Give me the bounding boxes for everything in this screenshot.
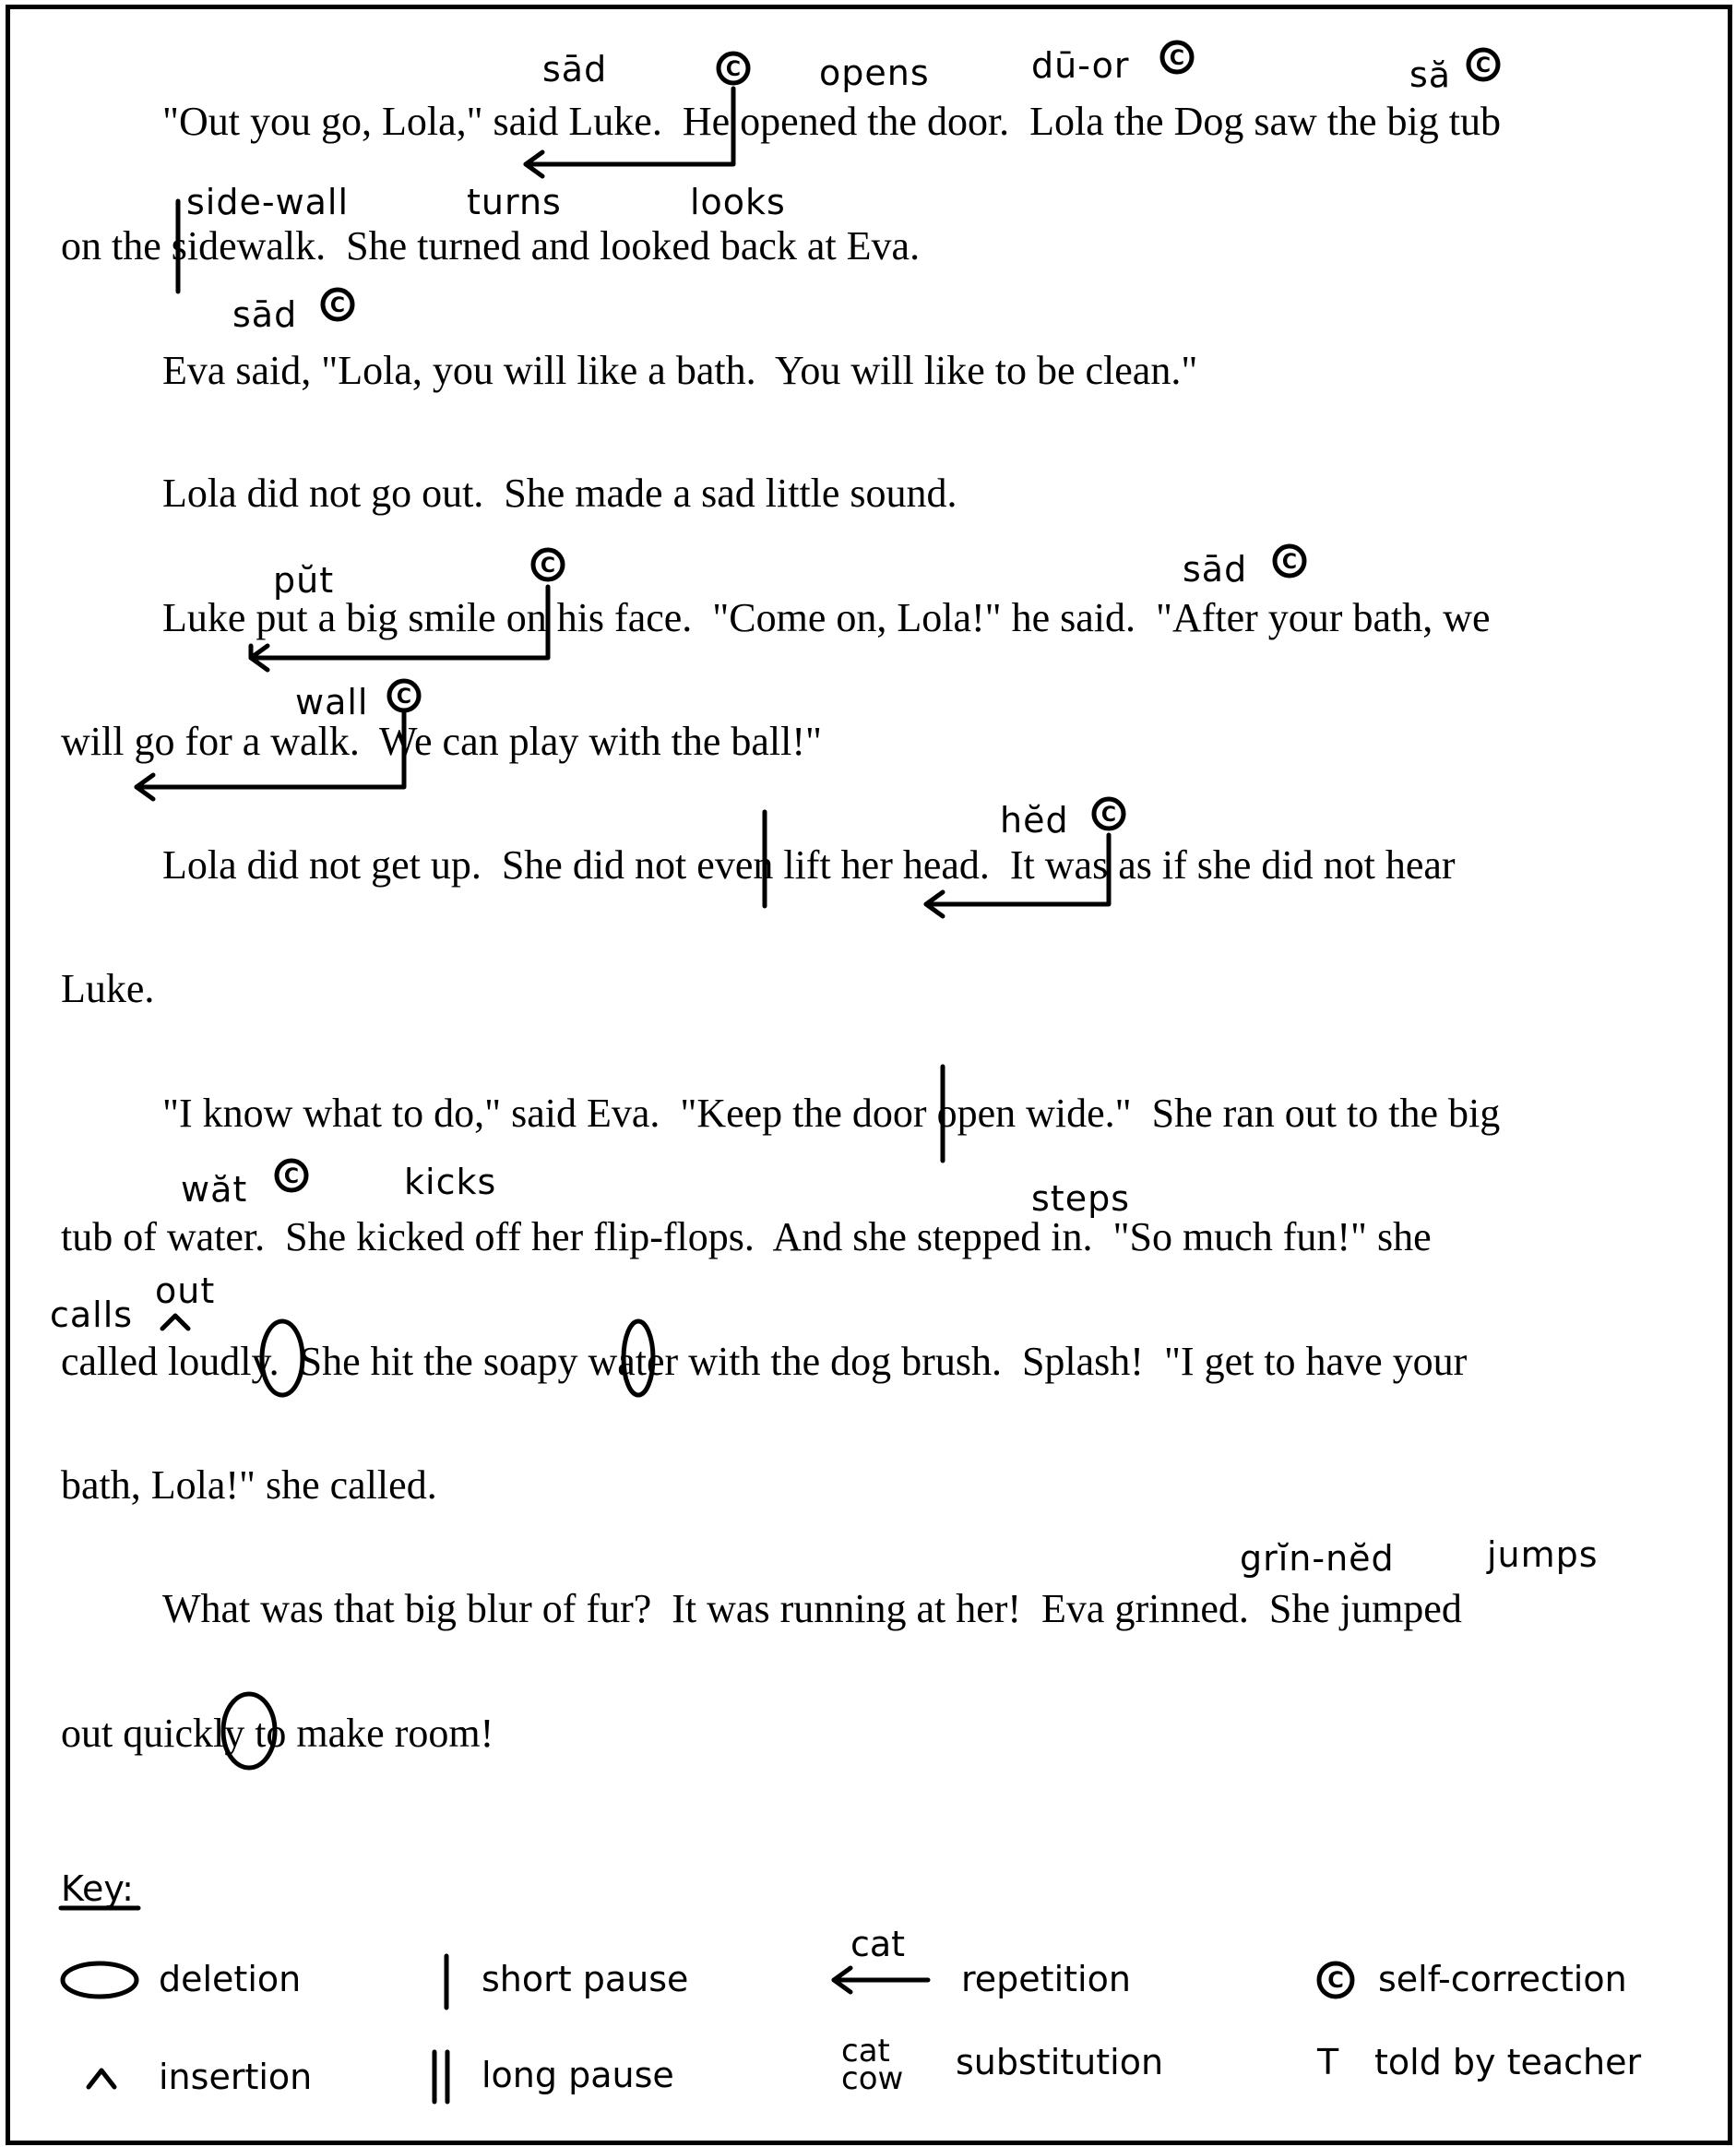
annotation-wall: wall	[295, 682, 369, 722]
svg-text:C: C	[396, 686, 412, 709]
self-correction-icon	[323, 290, 352, 319]
annotation-sad: sād	[542, 49, 608, 89]
annotation-hed: hĕd	[1000, 800, 1069, 841]
passage-line: Luke.	[61, 966, 155, 1011]
passage-line: will go for a walk. We can play with the ball!"	[61, 719, 822, 764]
passage-line: Lola did not go out. She made a sad little sound.	[162, 471, 957, 516]
annotation-sad: sād	[232, 294, 298, 335]
annotation-calls: calls	[50, 1294, 134, 1335]
key-told-label: told by teacher	[1374, 2042, 1642, 2082]
key-insertion-label: insertion	[159, 2057, 313, 2097]
key-short-pause-label: short pause	[482, 1959, 689, 1999]
passage-line: Eva said, "Lola, you will like a bath. You will like to be clean."	[162, 348, 1198, 393]
self-correction-icon	[719, 54, 748, 83]
self-correction-icon	[1468, 50, 1498, 79]
svg-text:C: C	[540, 555, 556, 578]
self-correction-icon	[1094, 799, 1124, 829]
annotation-steps: steps	[1031, 1178, 1130, 1219]
key-substitution-bottom: cow	[841, 2060, 904, 2097]
repetition-arrow	[137, 710, 404, 787]
insertion-caret	[162, 1316, 188, 1329]
deletion-circle	[223, 1694, 275, 1768]
passage-line: tub of water. She kicked off her flip-flops. And she stepped in. "So much fun!" she	[61, 1214, 1432, 1259]
passage-line: What was that big blur of fur? It was running at her! Eva grinned. She jumped	[162, 1586, 1462, 1631]
repetition-arrow	[926, 835, 1109, 904]
passage-line: "I know what to do," said Eva. "Keep the door open wide." She ran out to the big	[162, 1091, 1501, 1136]
key-substitution-top: cat	[841, 2033, 890, 2069]
svg-text:C: C	[1100, 804, 1117, 827]
annotation-out: out	[155, 1270, 216, 1311]
svg-text:C: C	[725, 58, 742, 81]
annotation-side-wall: side-wall	[186, 182, 350, 222]
annotation-kicks: kicks	[404, 1162, 497, 1202]
key-repetition-label: repetition	[961, 1959, 1131, 1999]
passage-line: called loudly. She hit the soapy water with the dog brush. Splash! "I get to have your	[61, 1339, 1468, 1384]
key-repetition-word: cat	[850, 1924, 906, 1964]
self-correction-icon	[533, 550, 563, 579]
annotation-sa: să	[1409, 54, 1452, 95]
svg-text:C: C	[329, 294, 346, 317]
key-self-correction-symbol	[1319, 1963, 1352, 1997]
deletion-circle	[624, 1321, 653, 1395]
annotation-jumps: jumps	[1487, 1534, 1599, 1575]
self-correction-icon	[1162, 42, 1192, 72]
svg-text:C: C	[283, 1165, 300, 1188]
self-correction-marks	[277, 42, 1498, 1997]
annotation-du-or: dū-or	[1031, 45, 1130, 86]
svg-text:C: C	[1169, 47, 1185, 70]
svg-text:C: C	[1327, 1967, 1344, 1993]
deletion-circle	[262, 1321, 303, 1395]
key-self-correction-label: self-correction	[1378, 1959, 1627, 1999]
svg-text:C: C	[1475, 54, 1492, 78]
key-long-pause-symbol	[434, 2052, 447, 2102]
key-long-pause-label: long pause	[482, 2055, 674, 2095]
annotation-grin-ned: grĭn-nĕd	[1240, 1538, 1395, 1579]
key-deletion-symbol	[63, 1963, 137, 1997]
passage-line: on the sidewalk. She turned and looked back at Eva.	[61, 223, 921, 268]
passage-line: Luke put a big smile on his face. "Come on, Lola!" he said. "After your bath, we	[162, 595, 1491, 640]
annotation-sad: sād	[1183, 549, 1248, 590]
key-title: Key:	[61, 1868, 134, 1909]
key-insertion-symbol	[89, 2070, 114, 2087]
key-substitution-label: substitution	[956, 2042, 1164, 2082]
annotation-opens: opens	[819, 53, 930, 93]
self-correction-icon	[389, 681, 419, 710]
key-deletion-label: deletion	[159, 1959, 302, 1999]
passage-line: out quickly to make room!	[61, 1711, 494, 1756]
svg-text:C: C	[1281, 551, 1298, 574]
passage-line: Lola did not get up. She did not even lift her head. It was as if she did not hear	[162, 842, 1456, 888]
repetition-arrow	[526, 89, 733, 164]
annotation-wat: wăt	[181, 1169, 248, 1210]
annotation-put: pŭt	[273, 560, 335, 601]
passage-line: bath, Lola!" she called.	[61, 1462, 437, 1508]
self-correction-icon	[277, 1161, 306, 1190]
self-correction-icon	[1275, 546, 1304, 576]
repetition-arrow	[251, 587, 548, 658]
passage-line: "Out you go, Lola," said Luke. He opened the door. Lola the Dog saw the big tub	[162, 99, 1501, 144]
annotation-turns: turns	[467, 182, 562, 222]
key-told-mark: T	[1317, 2042, 1339, 2082]
annotation-looks: looks	[690, 182, 786, 222]
